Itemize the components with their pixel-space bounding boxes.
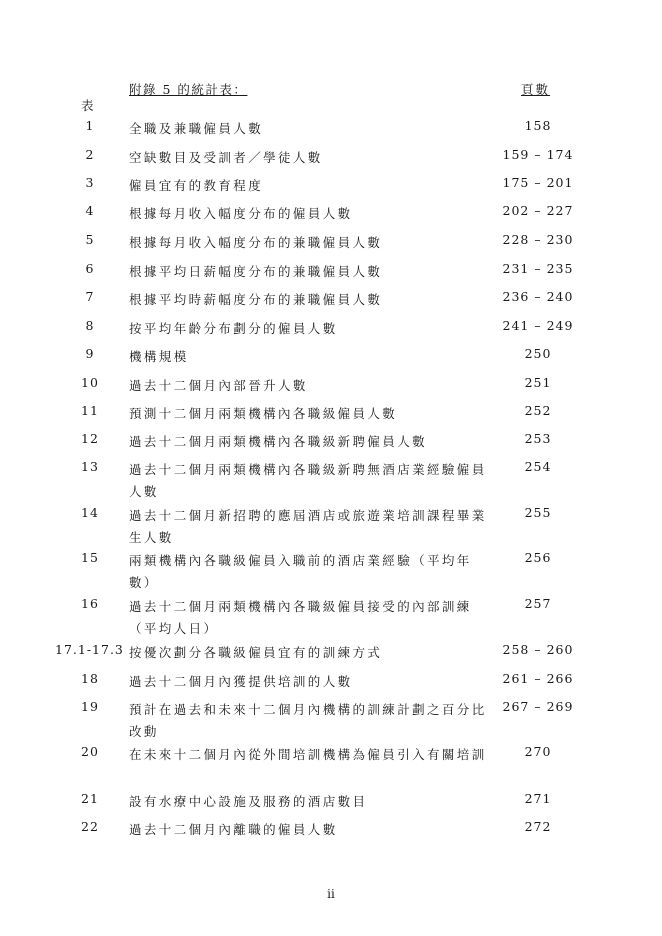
- table-number: 13: [81, 459, 99, 474]
- table-pages: 228 – 230: [502, 232, 574, 247]
- table-pages: 252: [524, 403, 552, 418]
- table-number: 21: [81, 791, 99, 806]
- table-pages: 175 – 201: [502, 175, 574, 190]
- table-number: 10: [81, 375, 99, 390]
- table-pages: 241 – 249: [502, 318, 574, 333]
- table-pages: 253: [524, 431, 552, 446]
- table-title: 過去十二個月兩類機構內各職級新聘無酒店業經驗僱員人數: [129, 462, 487, 499]
- table-title: 兩類機構內各職級僱員入職前的酒店業經驗（平均年數）: [129, 553, 472, 590]
- table-pages: 254: [524, 459, 552, 474]
- table-title: 過去十二個月內離職的僱員人數: [129, 822, 338, 837]
- table-pages: 236 – 240: [502, 289, 574, 304]
- table-number: 19: [81, 699, 99, 714]
- table-title: 根據每月收入幅度分布的僱員人數: [129, 206, 353, 221]
- table-pages: 270: [524, 744, 552, 759]
- table-number: 2: [85, 147, 95, 162]
- table-title: 機構規模: [129, 349, 189, 364]
- table-pages: 256: [524, 550, 552, 565]
- table-number: 6: [85, 261, 95, 276]
- table-number: 17.1-17.3: [55, 642, 124, 657]
- table-title: 根據每月收入幅度分布的兼職僱員人數: [129, 235, 383, 250]
- table-title: 設有水療中心設施及服務的酒店數目: [129, 794, 368, 809]
- table-number: 8: [85, 318, 95, 333]
- table-column-heading: 表: [81, 98, 94, 113]
- table-title: 根據平均時薪幅度分布的兼職僱員人數: [129, 292, 383, 307]
- table-pages: 251: [524, 375, 552, 390]
- table-title: 過去十二個月兩類機構內各職級僱員接受的內部訓練（平均人日）: [129, 599, 472, 636]
- table-title: 過去十二個月兩類機構內各職級新聘僱員人數: [129, 434, 428, 449]
- table-pages: 257: [524, 596, 552, 611]
- table-pages: 250: [524, 346, 552, 361]
- table-number: 20: [81, 744, 99, 759]
- table-number: 1: [85, 118, 95, 133]
- table-title: 根據平均日薪幅度分布的兼職僱員人數: [129, 264, 383, 279]
- table-pages: 231 – 235: [502, 261, 574, 276]
- table-title: 過去十二個月新招聘的應屆酒店或旅遊業培訓課程畢業生人數: [129, 508, 487, 545]
- table-pages: 267 – 269: [502, 699, 574, 714]
- table-pages: 271: [524, 791, 552, 806]
- table-pages: 202 – 227: [502, 203, 574, 218]
- table-number: 9: [85, 346, 95, 361]
- table-title: 過去十二個月內部晉升人數: [129, 378, 308, 393]
- table-title: 按平均年齡分布劃分的僱員人數: [129, 321, 338, 336]
- table-pages: 258 – 260: [502, 642, 574, 657]
- table-pages: 272: [524, 819, 552, 834]
- table-number: 18: [81, 671, 99, 686]
- table-pages: 261 – 266: [502, 671, 574, 686]
- table-number: 14: [81, 505, 99, 520]
- table-number: 16: [81, 596, 99, 611]
- table-pages: 159 – 174: [502, 147, 574, 162]
- table-number: 4: [85, 203, 95, 218]
- table-pages: 255: [524, 505, 552, 520]
- table-number: 22: [81, 819, 99, 834]
- table-title: 僱員宜有的教育程度: [129, 178, 264, 193]
- table-title: 空缺數目及受訓者／學徒人數: [129, 150, 323, 165]
- table-title: 預測十二個月兩類機構內各職級僱員人數: [129, 406, 398, 421]
- table-number: 7: [85, 289, 95, 304]
- table-number: 15: [81, 550, 99, 565]
- table-number: 5: [85, 232, 95, 247]
- table-number: 12: [81, 431, 99, 446]
- page-number: ii: [327, 887, 335, 901]
- table-title: 全職及兼職僱員人數: [129, 121, 264, 136]
- table-title: 預計在過去和未來十二個月內機構的訓練計劃之百分比改動: [129, 702, 487, 739]
- table-title: 按優次劃分各職級僱員宜有的訓練方式: [129, 645, 383, 660]
- table-title: 在未來十二個月內從外間培訓機構為僱員引入有關培訓: [129, 747, 487, 762]
- page-column-heading: 頁數: [521, 82, 551, 97]
- table-number: 11: [81, 403, 99, 418]
- appendix-tables-heading: 附錄 5 的統計表：: [129, 82, 248, 97]
- table-pages: 158: [524, 118, 552, 133]
- table-number: 3: [85, 175, 95, 190]
- table-title: 過去十二個月內獲提供培訓的人數: [129, 674, 353, 689]
